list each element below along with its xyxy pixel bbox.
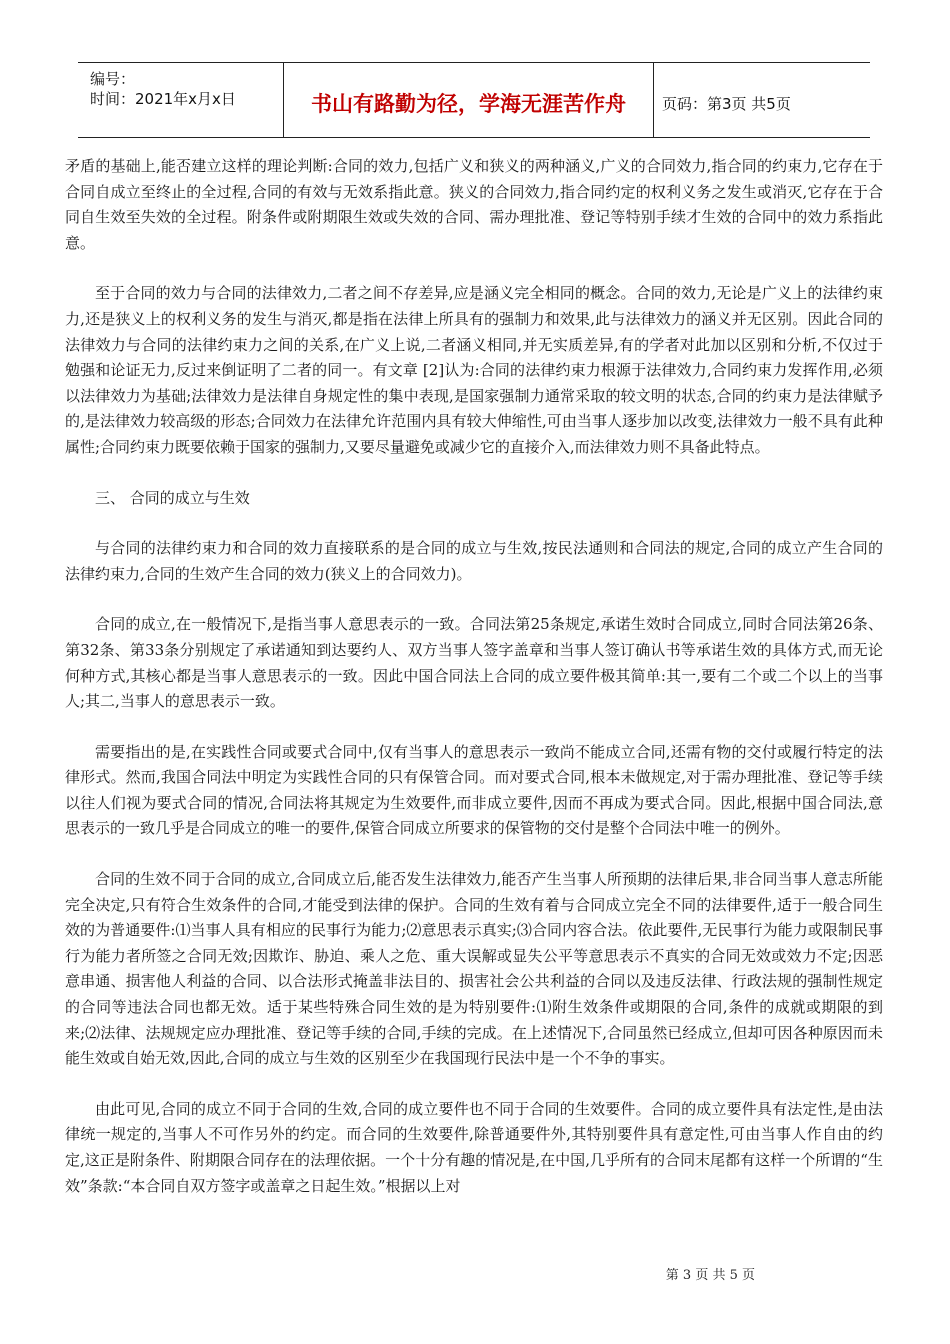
paragraph: 由此可见,合同的成立不同于合同的生效,合同的成立要件也不同于合同的生效要件。合同的成立要件具有法定性,是由法律统一规定的,当事人不可作另外的约定。而合同的生效要件,除普通要件外,其特别要件具有意定性,可由当事人作自由的约定,这正是附条件、附期限合同存在的法理依据。一个十分有趣的情况是,在中国,几乎所有的合同末尾都有这样一个所谓的“生效”条款:“本合同自双方签字或盖章之日起生效。”根据以上对	[65, 1099, 883, 1195]
page-footer	[0, 1264, 950, 1283]
page-header	[78, 62, 870, 138]
paragraph: 需要指出的是,在实践性合同或要式合同中,仅有当事人的意思表示一致尚不能成立合同,还需有物的交付或履行特定的法律形式。然而,我国合同法中明定为实践性合同的只有保管合同。而对要式合同,根本未做规定,对于需办理批准、登记等手续以往人们视为要式合同的情况,合同法将其规定为生效要件,而非成立要件,因而不再成为要式合同。因此,根据中国合同法,意思表示的一致几乎是合同成立的唯一的要件,保管合同成立所要求的保管物的交付是整个合同法中唯一的例外。	[65, 742, 883, 838]
document-body	[65, 154, 883, 1224]
paragraph: 与合同的法律约束力和合同的效力直接联系的是合同的成立与生效,按民法通则和合同法的规定,合同的成立产生合同的法律约束力,合同的生效产生合同的效力(狭义上的合同效力)。	[65, 539, 883, 583]
paragraph: 矛盾的基础上,能否建立这样的理论判断:合同的效力,包括广义和狭义的两种涵义,广义的合同效力,指合同的约束力,它存在于合同自成立至终止的全过程,合同的有效与无效系指此意。狭义的合同效力,指合同约定的权利义务之发生或消灭,它存在于合同自生效至失效的全过程。附条件或附期限生效或失效的合同、需办理批准、登记等特别手续才生效的合同中的效力系指此意。	[65, 157, 883, 252]
paragraph: 至于合同的效力与合同的法律效力,二者之间不存差异,应是涵义完全相同的概念。合同的效力,无论是广义上的法律约束力,还是狭义上的权利义务的发生与消灭,都是指在法律上所具有的强制力和效果,此与法律效力的涵义并无区别。因此合同的法律效力与合同的法律约束力之间的关系,在广义上说,二者涵义相同,并无实质差异,有的学者对此加以区别和分析,不仅过于勉强和论证无力,反过来倒证明了二者的同一。有文章 [2]认为:合同的法律约束力根源于法律效力,合同约束力发挥作用,必须以法律效力为基础;法律效力是法律自身规定性的集中表现,是国家强制力通常采取的较文明的状态,合同的约束力是法律赋予的,是法律效力较高级的形态;合同效力在法律允许范围内具有较大伸缩性,可由当事人逐步加以改变,法律效力一般不具有此种属性;合同约束力既要依赖于国家的强制力,又要尽量避免或减少它的直接介入,而法律效力则不具备此特点。	[65, 284, 883, 456]
time-label: 时间：2021年x月x日	[90, 90, 236, 108]
header-meta	[78, 63, 284, 137]
header-page-label: 页码：第3页 共5页	[662, 94, 791, 113]
header-motto: 书山有路勤为径，学海无涯苦作舟	[284, 63, 654, 137]
number-label: 编号：	[90, 70, 136, 88]
paragraph: 合同的成立,在一般情况下,是指当事人意思表示的一致。合同法第25条规定,承诺生效时合同成立,同时合同法第26条、第32条、第33条分别规定了承诺通知到达要约人、双方当事人签字盖章和当事人签订确认书等承诺生效的具体方式,而无论何种方式,其核心都是当事人意思表示的一致。因此中国合同法上合同的成立要件极其简单:其一,要有二个或二个以上的当事人;其二,当事人的意思表示一致。	[65, 615, 883, 711]
section-heading: 三、 合同的成立与生效	[95, 488, 250, 507]
footer-page-number: 第 3 页 共 5 页	[665, 1268, 755, 1283]
paragraph: 合同的生效不同于合同的成立,合同成立后,能否发生法律效力,能否产生当事人所预期的法律后果,非合同当事人意志所能完全决定,只有符合生效条件的合同,才能受到法律的保护。合同的生效有着与合同成立完全不同的法律要件,适于一般合同生效的为普通要件:⑴当事人具有相应的民事行为能力;⑵意思表示真实;⑶合同内容合法。依此要件,无民事行为能力或限制民事行为能力者所签之合同无效;因欺诈、胁迫、乘人之危、重大误解或显失公平等意思表示不真实的合同无效或效力不定;因恶意串通、损害他人利益的合同、以合法形式掩盖非法目的、损害社会公共利益的合同以及违反法律、行政法规的强制性规定的合同等违法合同也都无效。适于某些特殊合同生效的是为特别要件:⑴附生效条件或期限的合同,条件的成就或期限的到来;⑵法律、法规规定应办理批准、登记等手续的合同,手续的完成。在上述情况下,合同虽然已经成立,但却可因各种原因而未能生效或自始无效,因此,合同的成立与生效的区别至少在我国现行民法中是一个不争的事实。	[65, 870, 883, 1068]
